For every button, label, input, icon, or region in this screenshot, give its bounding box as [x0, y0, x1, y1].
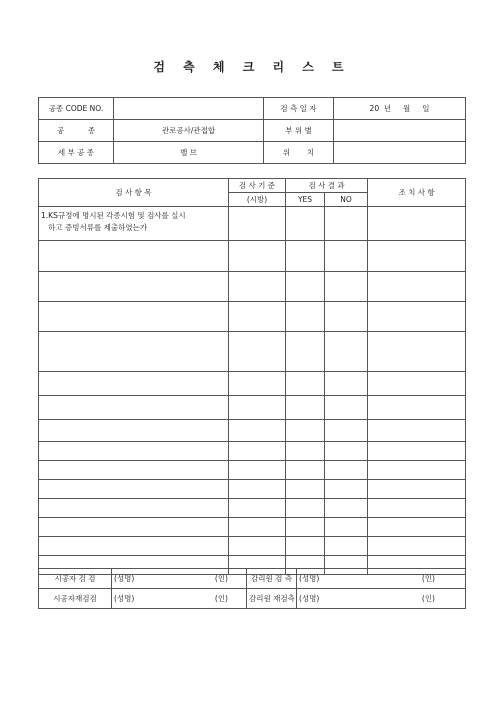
header-info-table — [38, 97, 466, 164]
col-std-sub-header: (시방) — [229, 193, 286, 207]
check-yes-cell[interactable] — [286, 207, 325, 241]
sig-row1-label1: 시공자 검 검 — [39, 569, 112, 589]
check-no-cell[interactable] — [325, 499, 368, 518]
col-item-header: 검 사 항 목 — [39, 179, 229, 207]
check-yes-cell[interactable] — [286, 272, 325, 302]
table-row — [39, 420, 466, 442]
check-std-cell[interactable] — [229, 442, 286, 461]
check-item-cell[interactable] — [39, 442, 229, 461]
check-yes-cell[interactable] — [286, 480, 325, 499]
check-no-cell[interactable] — [325, 420, 368, 442]
check-std-cell[interactable] — [229, 272, 286, 302]
check-item-cell[interactable] — [39, 396, 229, 420]
part-value[interactable] — [334, 120, 466, 142]
check-item-cell[interactable] — [39, 461, 229, 480]
check-action-cell[interactable] — [368, 537, 466, 556]
check-action-cell[interactable] — [368, 480, 466, 499]
table-row — [39, 241, 466, 272]
check-no-cell[interactable] — [325, 372, 368, 396]
sig-row1-name1[interactable]: (성명) — [112, 569, 162, 589]
checklist-table — [38, 178, 466, 575]
sig-row1-seal1[interactable]: (인) — [162, 569, 247, 589]
check-std-cell[interactable] — [229, 480, 286, 499]
check-item-cell[interactable] — [39, 302, 229, 332]
check-yes-cell[interactable] — [286, 420, 325, 442]
check-std-cell[interactable] — [229, 537, 286, 556]
check-yes-cell[interactable] — [286, 499, 325, 518]
table-row — [39, 480, 466, 499]
check-action-cell[interactable] — [368, 372, 466, 396]
sig-row2-label2: 감리원 재검측 — [247, 589, 297, 609]
check-std-cell[interactable] — [229, 420, 286, 442]
check-item-cell[interactable] — [39, 499, 229, 518]
col-yes-header: YES — [286, 193, 325, 207]
check-std-cell[interactable] — [229, 518, 286, 537]
table-row — [39, 272, 466, 302]
check-item-cell[interactable] — [39, 480, 229, 499]
check-std-cell[interactable] — [229, 241, 286, 272]
check-action-cell[interactable] — [368, 272, 466, 302]
page-title: 검 측 체 크 리 스 트 — [153, 60, 351, 74]
check-yes-cell[interactable] — [286, 396, 325, 420]
check-item-cell[interactable] — [39, 518, 229, 537]
check-no-cell[interactable] — [325, 442, 368, 461]
check-yes-cell[interactable] — [286, 372, 325, 396]
check-no-cell[interactable] — [325, 332, 368, 372]
sub-value[interactable]: 밸 브 — [114, 142, 264, 164]
check-action-cell[interactable] — [368, 332, 466, 372]
col-no-header: NO — [325, 193, 368, 207]
date-label: 검 측 일 자 — [264, 98, 334, 120]
check-action-cell[interactable] — [368, 461, 466, 480]
check-std-cell[interactable] — [229, 499, 286, 518]
check-yes-cell[interactable] — [286, 442, 325, 461]
col-result-header: 검 사 결 과 — [286, 179, 368, 193]
check-action-cell[interactable] — [368, 442, 466, 461]
check-no-cell[interactable] — [325, 207, 368, 241]
check-action-cell[interactable] — [368, 499, 466, 518]
check-std-cell[interactable] — [229, 372, 286, 396]
check-no-cell[interactable] — [325, 396, 368, 420]
col-std-header: 검 사 기 준 — [229, 179, 286, 193]
table-row — [39, 396, 466, 420]
sig-row1-seal2[interactable]: (인) — [347, 569, 466, 589]
check-no-cell[interactable] — [325, 302, 368, 332]
check-item-cell[interactable] — [39, 420, 229, 442]
code-label: 공종 CODE NO. — [39, 98, 114, 120]
code-value[interactable] — [114, 98, 264, 120]
check-yes-cell[interactable] — [286, 537, 325, 556]
check-no-cell[interactable] — [325, 518, 368, 537]
loc-label: 위 치 — [264, 142, 334, 164]
sig-row2-seal2[interactable]: (인) — [347, 589, 466, 609]
part-label: 부 위 별 — [264, 120, 334, 142]
check-no-cell[interactable] — [325, 272, 368, 302]
check-yes-cell[interactable] — [286, 302, 325, 332]
check-item-cell[interactable] — [39, 241, 229, 272]
check-std-cell[interactable] — [229, 332, 286, 372]
check-item-cell[interactable] — [39, 272, 229, 302]
table-row — [39, 207, 466, 241]
check-std-cell[interactable] — [229, 302, 286, 332]
check-action-cell[interactable] — [368, 396, 466, 420]
table-row — [39, 302, 466, 332]
signature-table — [38, 568, 466, 609]
check-action-cell[interactable] — [368, 207, 466, 241]
sig-row1-name2[interactable]: (성명) — [297, 569, 347, 589]
check-item-cell[interactable] — [39, 332, 229, 372]
check-no-cell[interactable] — [325, 461, 368, 480]
check-action-cell[interactable] — [368, 302, 466, 332]
check-std-cell[interactable] — [229, 207, 286, 241]
loc-value[interactable] — [334, 142, 466, 164]
check-std-cell[interactable] — [229, 396, 286, 420]
check-yes-cell[interactable] — [286, 332, 325, 372]
sub-label: 세 부 공 종 — [39, 142, 114, 164]
check-yes-cell[interactable] — [286, 461, 325, 480]
check-no-cell[interactable] — [325, 241, 368, 272]
check-action-cell[interactable] — [368, 241, 466, 272]
check-yes-cell[interactable] — [286, 241, 325, 272]
check-item-cell[interactable] — [39, 537, 229, 556]
check-item-cell[interactable] — [39, 372, 229, 396]
table-row — [39, 442, 466, 461]
check-item-cell[interactable]: 1.KS규정에 명시된 각종시험 및 검사를 실시 하고 증빙서류를 제출하였는가 — [39, 207, 229, 241]
check-no-cell[interactable] — [325, 537, 368, 556]
table-row — [39, 461, 466, 480]
sig-row2-seal1[interactable]: (인) — [162, 589, 247, 609]
date-value[interactable]: 20 년 월 일 — [334, 98, 466, 120]
sig-row2-name2[interactable]: (성명) — [297, 589, 347, 609]
table-row — [39, 372, 466, 396]
table-row — [39, 537, 466, 556]
check-std-cell[interactable] — [229, 461, 286, 480]
sig-row2-name1[interactable]: (성명) — [112, 589, 162, 609]
check-no-cell[interactable] — [325, 480, 368, 499]
check-action-cell[interactable] — [368, 420, 466, 442]
sig-row2-label1: 시공자재검검 — [39, 589, 112, 609]
table-row — [39, 499, 466, 518]
table-row — [39, 518, 466, 537]
work-label: 공 종 — [39, 120, 114, 142]
table-row — [39, 332, 466, 372]
check-action-cell[interactable] — [368, 518, 466, 537]
check-yes-cell[interactable] — [286, 518, 325, 537]
col-action-header: 조 치 사 항 — [368, 179, 466, 207]
sig-row1-label2: 감리원 검 측 — [247, 569, 297, 589]
work-value[interactable]: 관로공사/관접합 — [114, 120, 264, 142]
